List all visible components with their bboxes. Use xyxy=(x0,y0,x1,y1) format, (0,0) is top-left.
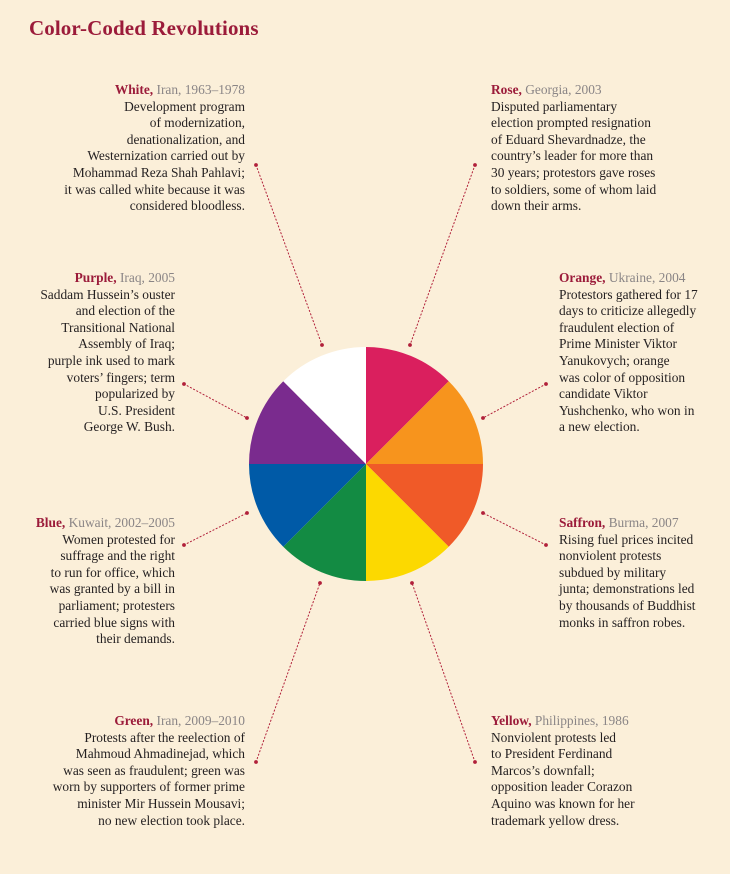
revolution-green xyxy=(53,713,245,829)
revolution-description: Protestors gathered for 17 days to criticize allegedly fraudulent election of Prime Minister Viktor Yanukovych; orange was color of opposition candidate Viktor Yushchenko, who won in a new election. xyxy=(559,286,698,435)
revolution-place: Ukraine, 2004 xyxy=(608,270,686,285)
revolution-name: Orange, xyxy=(559,270,606,285)
leader-dot-green xyxy=(318,581,322,585)
leader-dot-blue xyxy=(245,511,249,515)
leader-dot-white xyxy=(320,343,324,347)
color-wheel xyxy=(249,347,483,581)
leader-line-blue xyxy=(184,513,247,545)
revolution-yellow xyxy=(491,713,635,829)
revolution-name: Rose, xyxy=(491,82,522,97)
revolution-name: Saffron, xyxy=(559,515,606,530)
revolution-place: Iraq, 2005 xyxy=(119,270,175,285)
leader-line-orange xyxy=(483,384,546,418)
leader-dot-purple xyxy=(182,382,186,386)
leader-dot-yellow xyxy=(410,581,414,585)
revolution-place: Burma, 2007 xyxy=(608,515,679,530)
leader-dot-orange xyxy=(544,382,548,386)
revolution-name: Yellow, xyxy=(491,713,532,728)
leader-dot-saffron xyxy=(544,543,548,547)
leader-dot-rose xyxy=(473,163,477,167)
revolution-name: Blue, xyxy=(35,515,66,530)
leader-dot-blue xyxy=(182,543,186,547)
revolution-description: Nonviolent protests led to President Ferdinand Marcos’s downfall; opposition leader Corazon Aquino was known for her trademark yellow dress. xyxy=(491,729,635,828)
leader-dot-white xyxy=(254,163,258,167)
leader-dot-green xyxy=(254,760,258,764)
revolution-blue xyxy=(36,515,175,648)
revolution-description: Women protested for suffrage and the right to run for office, which was granted by a bill in parliament; protesters carried blue signs with their demands. xyxy=(49,531,175,647)
leader-line-purple xyxy=(184,384,247,418)
revolution-description: Saddam Hussein’s ouster and election of the Transitional National Assembly of Iraq; purple ink used to mark voters’ fingers; term popularized by U.S. President George W. Bush. xyxy=(40,286,175,435)
revolution-description: Protests after the reelection of Mahmoud Ahmadinejad, which was seen as fraudulent; green was worn by supporters of former prime minister Mir Hussein Mousavi; no new election took place. xyxy=(52,729,245,828)
page-title: Color-Coded Revolutions xyxy=(29,16,259,40)
revolution-description: Disputed parliamentary election prompted resignation of Eduard Shevardnadze, the country’s leader for more than 30 years; protestors gave roses to soldiers, some of whom laid down their arms. xyxy=(491,98,657,214)
leader-dot-saffron xyxy=(481,511,485,515)
revolution-place: Iran, 1963–1978 xyxy=(156,82,245,97)
revolution-description: Development program of modernization, denationalization, and Westernization carried out by Mohammad Reza Shah Pahlavi; it was called white because it was considered bloodless. xyxy=(64,98,245,214)
revolution-white xyxy=(64,82,245,215)
leader-line-yellow xyxy=(412,583,475,762)
revolution-rose xyxy=(491,82,656,215)
revolution-place: Iran, 2009–2010 xyxy=(156,713,245,728)
leader-dot-orange xyxy=(481,416,485,420)
revolution-saffron xyxy=(559,515,696,631)
revolution-orange xyxy=(559,270,698,436)
revolution-name: Purple, xyxy=(74,270,117,285)
leader-line-rose xyxy=(410,165,475,345)
revolution-place: Georgia, 2003 xyxy=(525,82,602,97)
leader-dot-yellow xyxy=(473,760,477,764)
leader-line-saffron xyxy=(483,513,546,545)
leader-dot-purple xyxy=(245,416,249,420)
revolution-name: White, xyxy=(114,82,154,97)
leader-dot-rose xyxy=(408,343,412,347)
revolution-description: Rising fuel prices incited nonviolent protests subdued by military junta; demonstrations led by thousands of Buddhist monks in saffron robes. xyxy=(559,531,696,630)
revolution-purple xyxy=(40,270,175,436)
revolution-place: Kuwait, 2002–2005 xyxy=(68,515,175,530)
revolution-place: Philippines, 1986 xyxy=(534,713,629,728)
revolution-name: Green, xyxy=(114,713,154,728)
leader-line-green xyxy=(256,583,320,762)
leader-line-white xyxy=(256,165,322,345)
